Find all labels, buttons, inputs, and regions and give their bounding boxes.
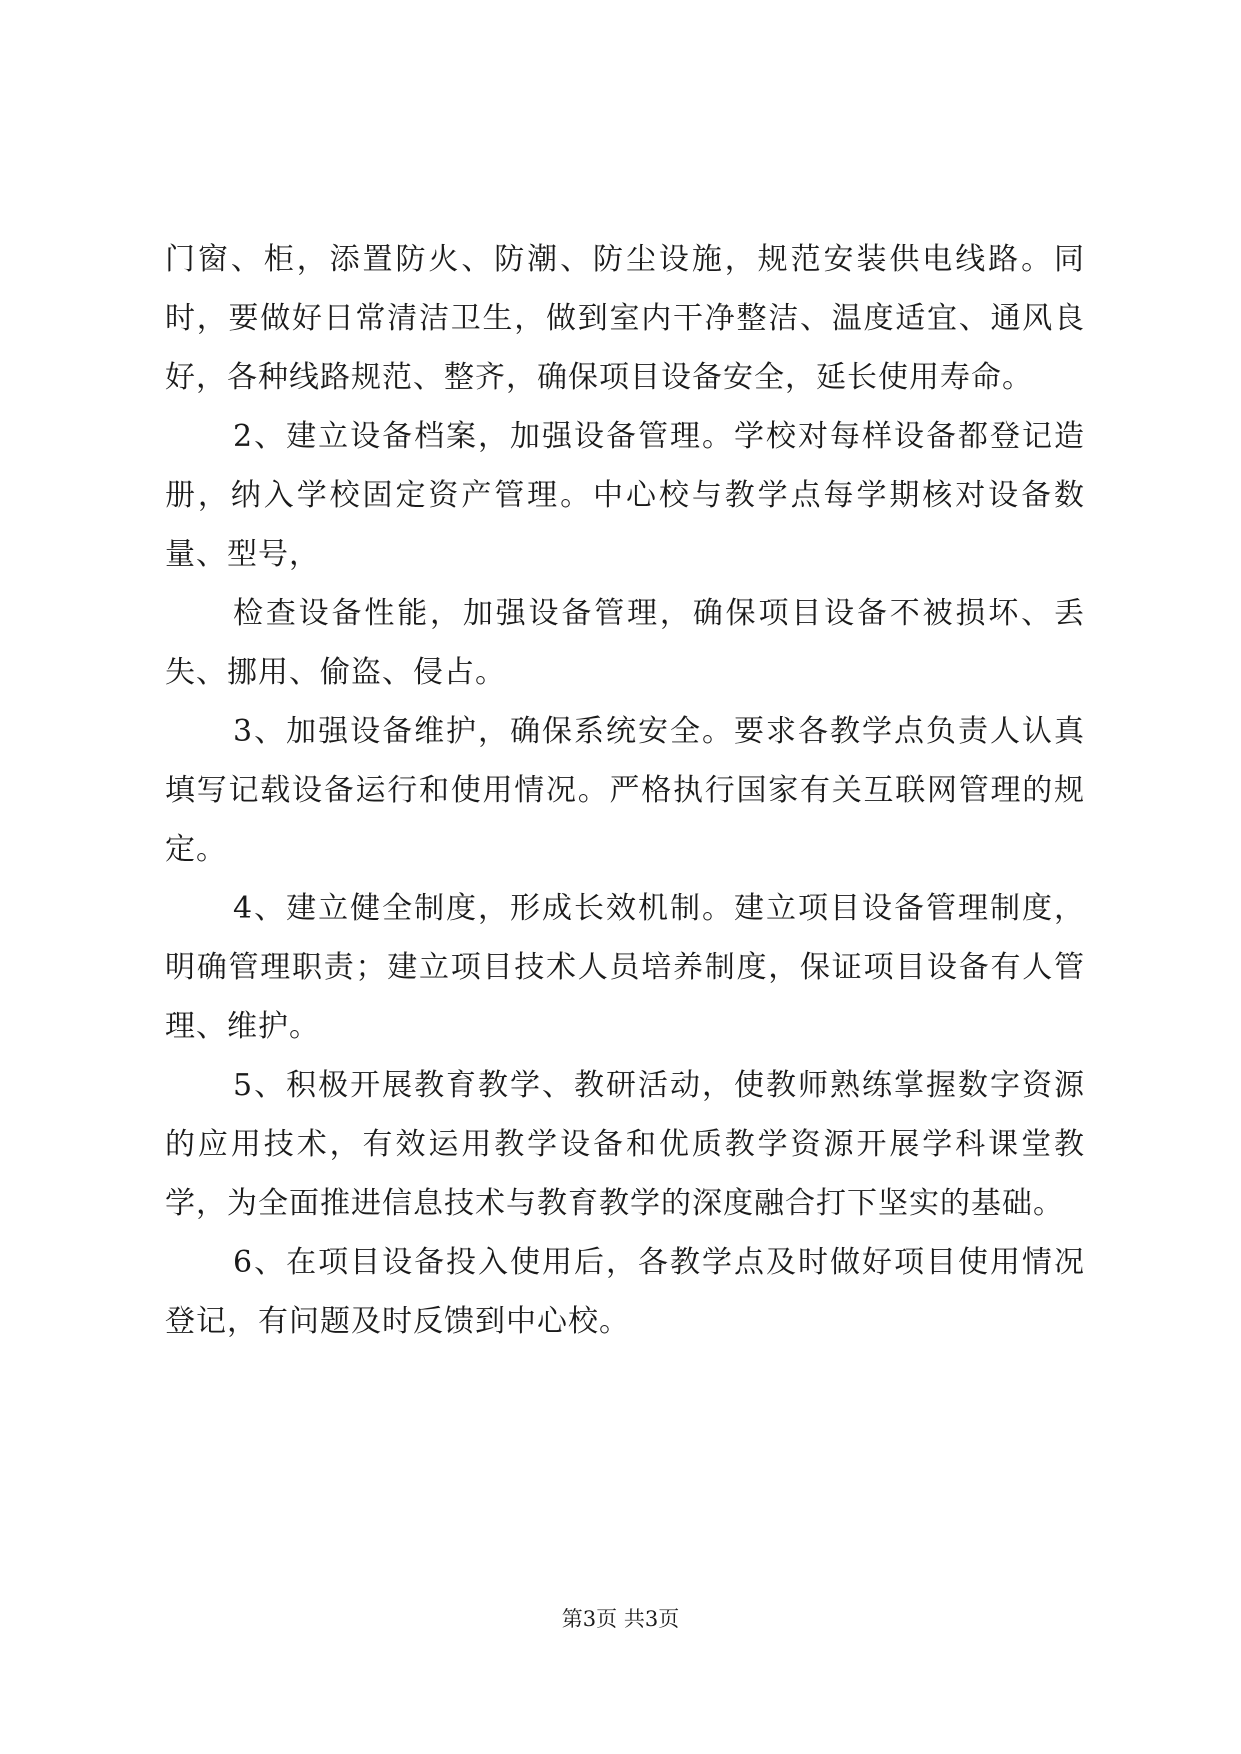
paragraph-item-6: 6、在项目设备投入使用后，各教学点及时做好项目使用情况登记，有问题及时反馈到中心校。 [165,1245,1085,1339]
page-number-label: 第3页 共3页 [561,1607,680,1631]
document-body [165,230,1085,1351]
paragraph-item-5: 5、积极开展教育教学、教研活动，使教师熟练掌握数字资源的应用技术，有效运用教学设备和优质教学资源开展学科课堂教学，为全面推进信息技术与教育教学的深度融合打下坚实的基础。 [165,1068,1085,1221]
paragraph-item-4: 4、建立健全制度，形成长效机制。建立项目设备管理制度，明确管理职责；建立项目技术人员培养制度，保证项目设备有人管理、维护。 [165,891,1085,1044]
paragraph-item-2: 2、建立设备档案，加强设备管理。学校对每样设备都登记造册，纳入学校固定资产管理。中心校与教学点每学期核对设备数量、型号， [165,419,1085,572]
page-footer [0,1605,1241,1633]
paragraph-continuation: 门窗、柜，添置防火、防潮、防尘设施，规范安装供电线路。同时，要做好日常清洁卫生，做到室内干净整洁、温度适宜、通风良好，各种线路规范、整齐，确保项目设备安全，延长使用寿命。 [165,242,1085,395]
paragraph-item-2-continued: 检查设备性能，加强设备管理，确保项目设备不被损坏、丢失、挪用、偷盗、侵占。 [165,596,1085,690]
paragraph-item-3: 3、加强设备维护，确保系统安全。要求各教学点负责人认真填写记载设备运行和使用情况。严格执行国家有关互联网管理的规定。 [165,714,1085,867]
